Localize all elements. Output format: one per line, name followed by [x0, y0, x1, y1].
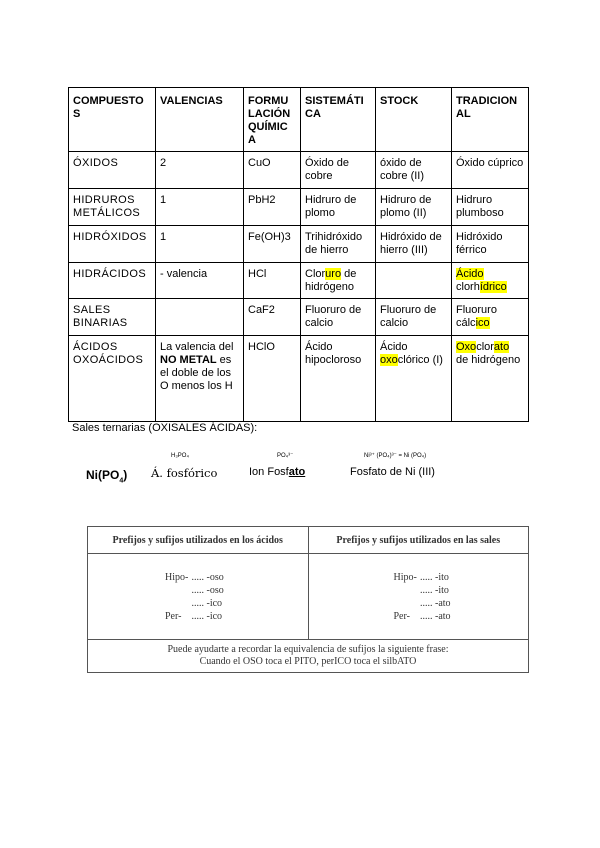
underlined-suffix: ato [288, 466, 306, 478]
suffix-header-salts: Prefijos y sufijos utilizados en las sales [308, 527, 529, 554]
suffix-header-row [88, 527, 529, 554]
text-segment: es el doble de los O menos los H [160, 354, 233, 392]
header-stock: STOCK [376, 88, 452, 152]
header-tradicional: TRADICION AL [452, 88, 529, 152]
cell-tradicional [452, 263, 529, 299]
cell-formula: CaF2 [244, 299, 301, 336]
cell-sistematica: Hidruro de plomo [301, 189, 376, 226]
suffix: ..... -ato [420, 597, 451, 609]
cell-formula: CuO [244, 152, 301, 189]
cell-compuesto: ÓXIDOS [69, 152, 156, 189]
list-item [310, 597, 528, 610]
prefix: Per- [165, 610, 182, 622]
bold-text: NO METAL [160, 354, 217, 366]
formula-text: Ni(PO [86, 468, 120, 482]
cell-tradicional: Óxido cúprico [452, 152, 529, 189]
suffix: ..... -oso [191, 584, 224, 596]
cell-formula: HCl [244, 263, 301, 299]
note-line: Cuando el OSO toca el PITO, perICO toca el silbATO [199, 656, 417, 667]
table-row [69, 263, 529, 299]
cell-valencias: 1 [156, 189, 244, 226]
table-row [69, 336, 529, 422]
header-compuestos: COMPUESTO S [69, 88, 156, 152]
suffix: ..... -ato [420, 610, 451, 622]
cell-valencias: 1 [156, 226, 244, 263]
list-item [89, 584, 307, 597]
formula-annotation: PO₄³⁻ [277, 453, 294, 459]
highlighted-word: Ácido [456, 268, 484, 280]
cell-sistematica [301, 263, 376, 299]
cell-compuesto: HIDRÁCIDOS [69, 263, 156, 299]
salt-suffix-list [308, 554, 529, 640]
cell-tradicional: Hidróxido férrico [452, 226, 529, 263]
cell-valencias [156, 299, 244, 336]
table-header-row [69, 88, 529, 152]
text-segment: clórico (I) [397, 354, 443, 366]
cell-stock: Hidróxido de hierro (III) [376, 226, 452, 263]
cell-sistematica: Trihidróxido de hierro [301, 226, 376, 263]
text-segment: Clor [305, 268, 326, 280]
cell-valencias: - valencia [156, 263, 244, 299]
header-valencias: VALENCIAS [156, 88, 244, 152]
header-sistematica: SISTEMÁTI CA [301, 88, 376, 152]
text-segment: clorh [456, 281, 480, 293]
formula-subscript: 4 [119, 477, 124, 485]
header-formulacion: FORMU LACIÓN QUÍMIC A [244, 88, 301, 152]
highlighted-suffix: ídrico [479, 281, 507, 293]
cell-stock: óxido de cobre (II) [376, 152, 452, 189]
suffix-table [87, 526, 529, 673]
formula-ion-fosfato [249, 452, 305, 478]
text-segment: de hidrógeno [305, 268, 357, 293]
formula-name: Fosfato de Ni (III) [350, 466, 435, 478]
highlighted-suffix: ato [493, 341, 510, 353]
formula-text: ) [123, 468, 128, 482]
cell-formula: PbH2 [244, 189, 301, 226]
cell-tradicional [452, 336, 529, 422]
suffix-header-acids: Prefijos y sufijos utilizados en los ácidos [88, 527, 309, 554]
table-row [69, 226, 529, 263]
formula-annotation: H₃PO₄ [171, 453, 189, 459]
text-segment: de hidrógeno [456, 354, 521, 366]
list-item [310, 610, 528, 623]
cell-stock: Fluoruro de calcio [376, 299, 452, 336]
formula-ni-po4 [86, 468, 127, 484]
suffix-body-row [88, 554, 529, 640]
section-caption: Sales ternarias (OXISALES ÁCIDAS): [72, 422, 258, 434]
highlighted-suffix: ico [475, 317, 490, 329]
list-item [89, 571, 307, 584]
cell-compuesto: SALES BINARIAS [69, 299, 156, 336]
formula-acido-fosforico [151, 452, 217, 480]
highlighted-prefix: oxo [380, 354, 398, 366]
list-item [89, 610, 307, 623]
prefix: Hipo- [393, 571, 417, 583]
table-row [69, 189, 529, 226]
suffix: ..... -oso [191, 571, 224, 583]
suffix: ..... -ico [191, 610, 223, 622]
cell-stock: Hidruro de plomo (II) [376, 189, 452, 226]
suffix: ..... -ito [420, 584, 449, 596]
formula-fosfato-ni [350, 452, 435, 478]
formula-name: Ion Fosf [249, 466, 289, 478]
highlighted-prefix: Oxo [456, 341, 477, 353]
cell-compuesto: ÁCIDOS OXOÁCIDOS [69, 336, 156, 422]
note-line: Puede ayudarte a recordar la equivalencia de sufijos la siguiente frase: [167, 644, 449, 655]
prefix: Per- [393, 610, 410, 622]
cell-compuesto: HIDRUROS METÁLICOS [69, 189, 156, 226]
cell-sistematica: Fluoruro de calcio [301, 299, 376, 336]
text-segment: clor [476, 341, 494, 353]
text-segment: Fluoruro cálc [456, 304, 497, 329]
cell-sistematica: Ácido hipocloroso [301, 336, 376, 422]
prefix: Hipo- [165, 571, 189, 583]
cell-formula: Fe(OH)3 [244, 226, 301, 263]
cell-compuesto: HIDRÓXIDOS [69, 226, 156, 263]
cell-formula: HClO [244, 336, 301, 422]
suffix: ..... -ico [191, 597, 223, 609]
table-row [69, 152, 529, 189]
cell-tradicional [452, 299, 529, 336]
list-item [310, 584, 528, 597]
mnemonic-note [88, 640, 529, 673]
text-segment: Ácido [380, 341, 408, 353]
cell-stock [376, 336, 452, 422]
cell-stock [376, 263, 452, 299]
highlighted-suffix: uro [325, 268, 342, 280]
nomenclature-table [68, 87, 529, 422]
cell-tradicional: Hidruro plumboso [452, 189, 529, 226]
suffix-note-row [88, 640, 529, 673]
suffix: ..... -ito [420, 571, 449, 583]
cell-valencias: 2 [156, 152, 244, 189]
list-item [89, 597, 307, 610]
formula-name: Á. fosfórico [151, 466, 218, 480]
list-item [310, 571, 528, 584]
text-segment: La valencia del [160, 341, 234, 353]
table-row [69, 299, 529, 336]
cell-sistematica: Óxido de cobre [301, 152, 376, 189]
acid-suffix-list [88, 554, 309, 640]
formula-annotation: Ni³⁺ (PO₄)³⁻ = Ni (PO₄) [364, 453, 427, 459]
cell-valencias [156, 336, 244, 422]
